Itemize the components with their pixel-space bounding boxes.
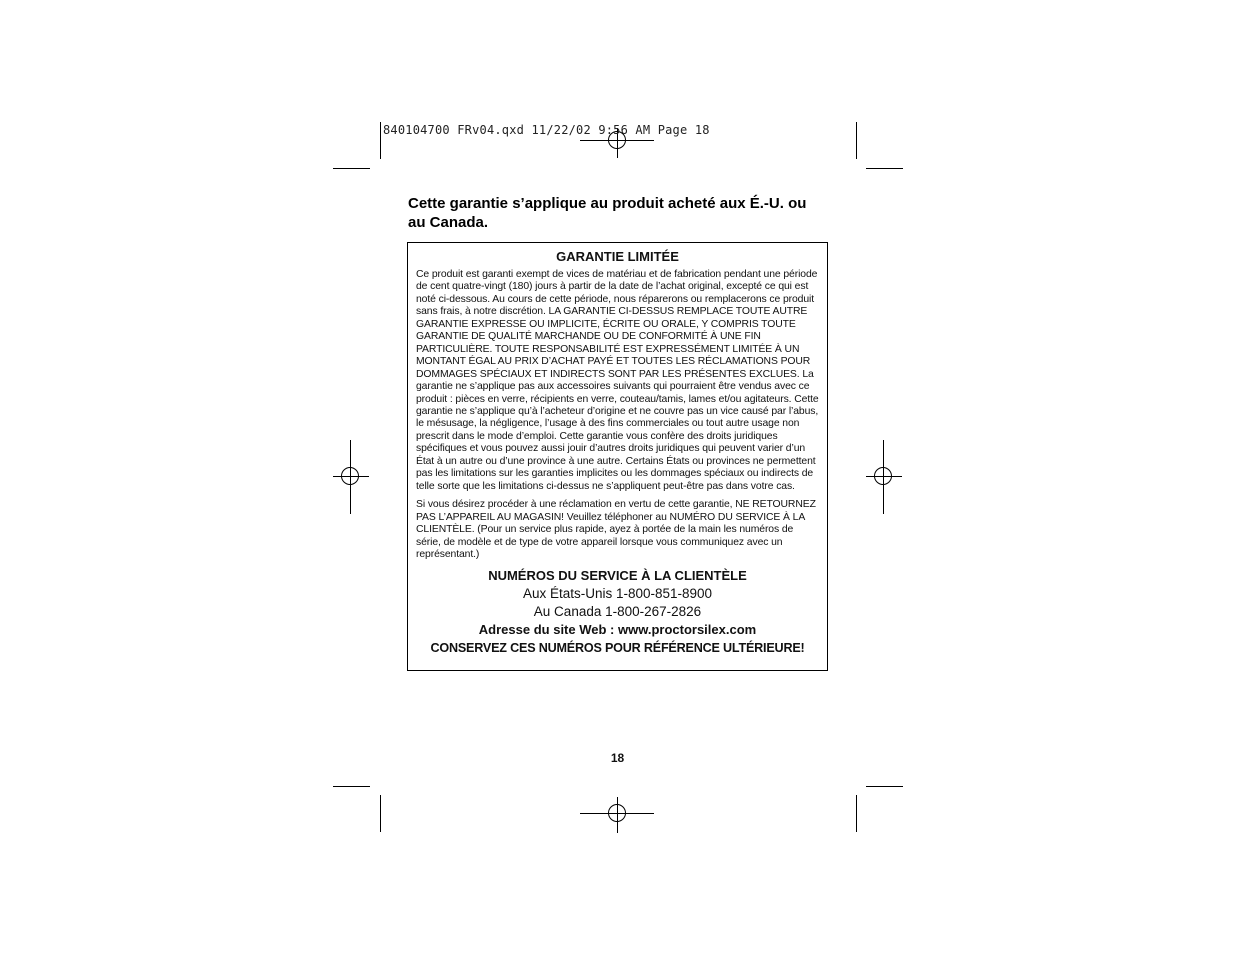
website-address: Adresse du site Web : www.proctorsilex.com	[478, 622, 757, 638]
crop-mark	[333, 168, 370, 169]
warranty-title: GARANTIE LIMITÉE	[556, 249, 679, 264]
phone-us: Aux États-Unis 1-800-851-8900	[522, 586, 713, 602]
keep-numbers-notice: CONSERVEZ CES NUMÉROS POUR RÉFÉRENCE ULTÉRIEURE!	[430, 641, 805, 656]
file-slug: 840104700 FRv04.qxd 11/22/02 9:56 AM Page 18	[383, 123, 710, 137]
warranty-paragraph-2: Si vous désirez procéder à une réclamation en vertu de cette garantie, NE RETOURNEZ PAS L’APPAREIL AU MAGASIN! Veuillez téléphoner au NUMÉRO DU SERVICE À LA CLIENTÈLE. (Pour un service plus rapide, ayez à portée de la main les numéros de série, de modèle et de type de votre appareil lorsque vous communiquez avec un représentant.)	[416, 499, 816, 560]
crop-mark	[866, 168, 903, 169]
warranty-box	[407, 242, 828, 671]
crop-mark	[380, 122, 381, 159]
page-heading: Cette garantie s’applique au produit acheté aux É.-U. ou au Canada.	[408, 195, 807, 231]
crop-mark	[856, 122, 857, 159]
phone-canada: Au Canada 1-800-267-2826	[533, 604, 702, 620]
crop-mark	[856, 795, 857, 832]
warranty-paragraph-1: Ce produit est garanti exempt de vices de matériau et de fabrication pendant une période de cent quatre-vingt (180) jours à partir de la date de l’achat original, excepté ce qui est noté ci-dessous. Au cours de cette période, nous réparerons ou remplacerons ce produit sans frais, à notre discrétion. LA GARANTIE CI-DESSUS REMPLACE TOUTE AUTRE GARANTIE EXPRESSE OU IMPLICITE, ÉCRITE OU ORALE, Y COMPRIS TOUTE GARANTIE DE QUALITÉ MARCHANDE OU DE CONFORMITÉ À UNE FIN PARTICULIÈRE. TOUTE RESPONSABILITÉ EST EXPRESSÉMENT LIMITÉE À UN MONTANT ÉGAL AU PRIX D’ACHAT PAYÉ ET TOUTES LES RÉCLAMATIONS POUR DOMMAGES SPÉCIAUX ET INDIRECTS SONT PAR LES PRÉSENTES EXCLUES. La garantie ne s’applique pas aux accessoires suivants qui pourraient être vendus avec ce produit : pièces en verre, récipients en verre, couteau/tamis, lames et/ou agitateurs. Cette garantie ne s’applique qu’à l’acheteur d’origine et ne couvre pas un vice causé par l’abus, le mésusage, la négligence, l’usage à des fins commerciales ou tout autre usage non prescrit dans le mode d’emploi. Cette garantie vous confère des droits juridiques spécifiques et vous pouvez aussi jouir d’autres droits juridiques qui peuvent varier d’un État à un autre ou d’une province à une autre. Certains États ou provinces ne permettent pas les limitations sur les garanties implicites ou les dommages spéciaux ou indirects de telle sorte que les limitations ci-dessus ne s’appliquent peut-être pas dans votre cas.	[416, 269, 819, 492]
page-number: 18	[610, 751, 625, 765]
crop-mark	[380, 795, 381, 832]
crop-mark	[866, 786, 903, 787]
crop-mark	[333, 786, 370, 787]
service-numbers-title: NUMÉROS DU SERVICE À LA CLIENTÈLE	[488, 568, 747, 584]
